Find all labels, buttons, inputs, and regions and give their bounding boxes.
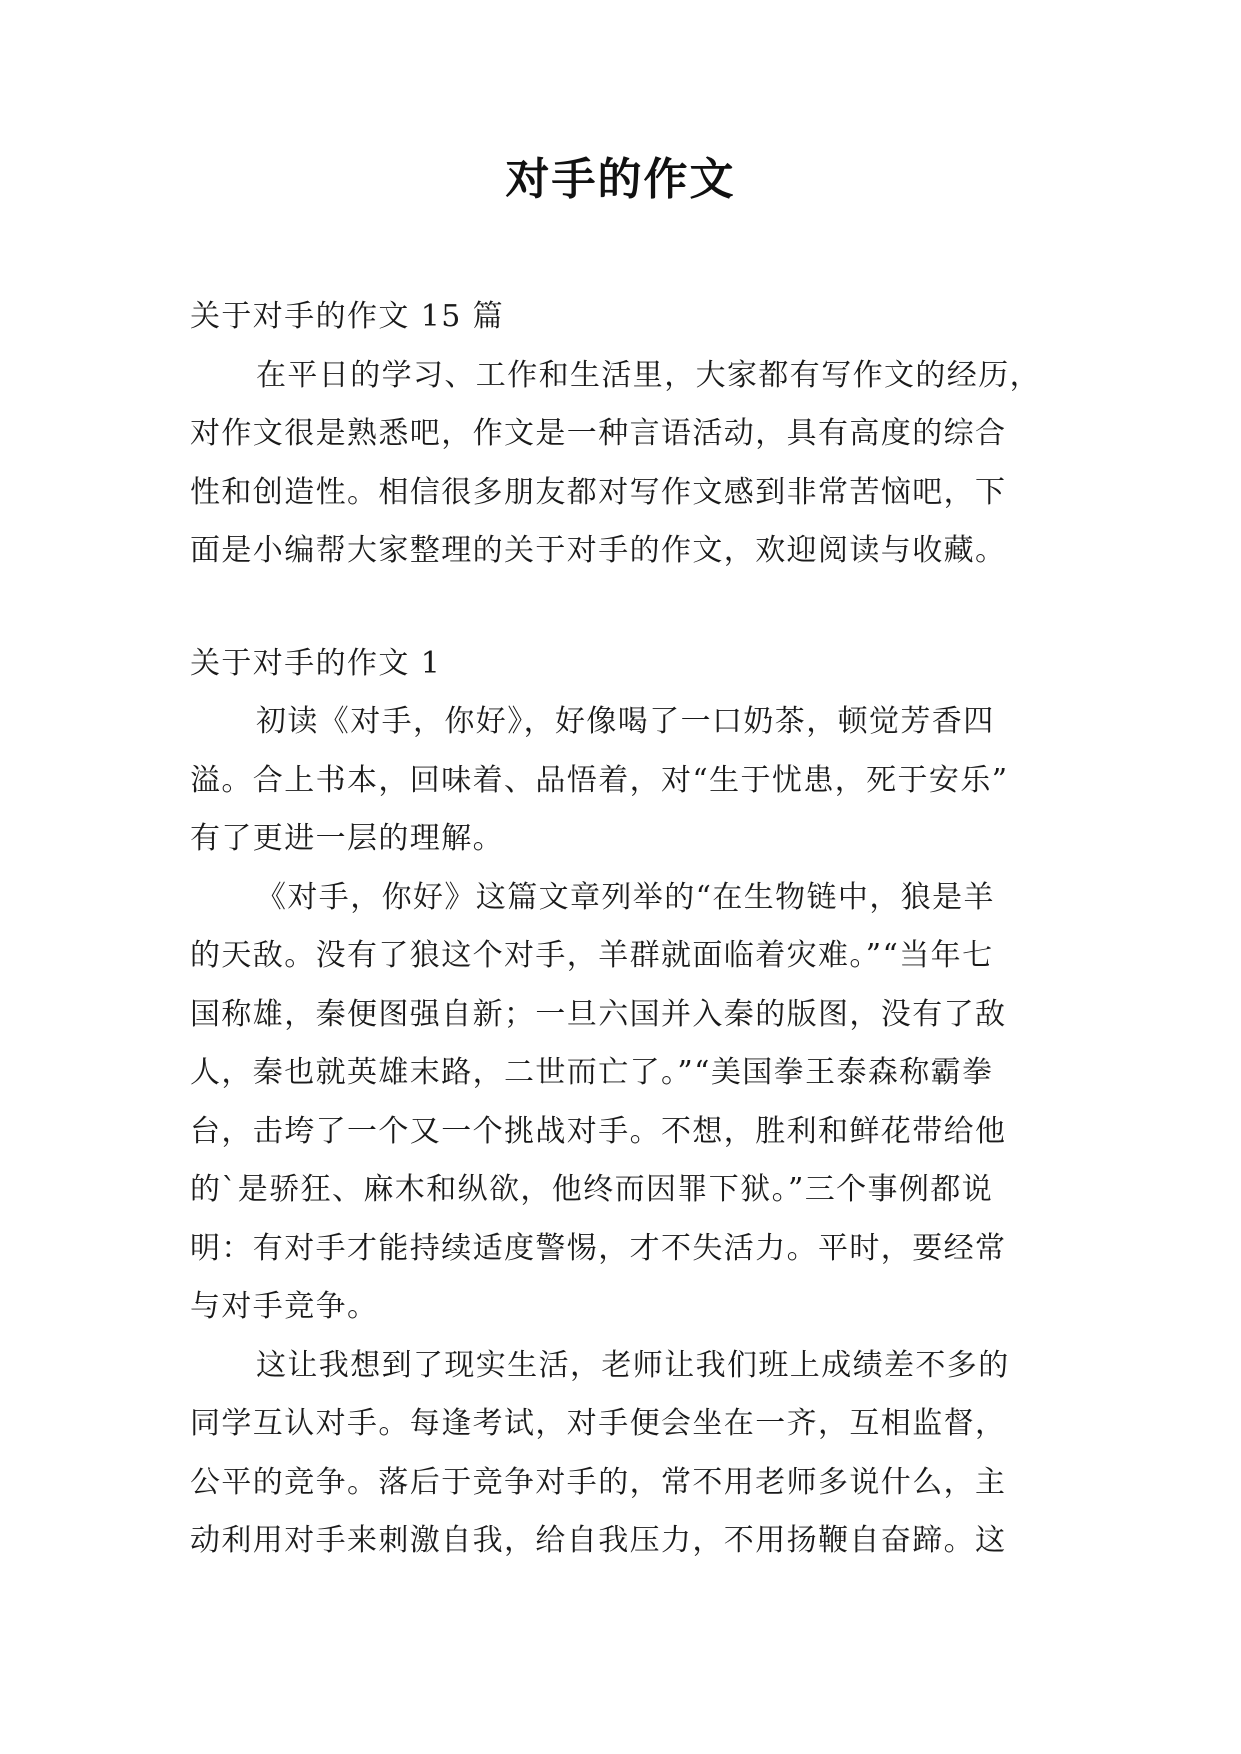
intro-line: 在平日的学习、工作和生活里，大家都有写作文的经历， <box>256 357 1041 393</box>
intro-line: 面是小编帮大家整理的关于对手的作文，欢迎阅读与收藏。 <box>190 533 1007 568</box>
paragraph-line: 有了更进一层的理解。 <box>190 821 504 856</box>
paragraph-line: 明：有对手才能持续适度警惕，才不失活力。平时，要经常 <box>190 1230 1007 1266</box>
paragraph-line: 公平的竞争。落后于竞争对手的，常不用老师多说什么，主 <box>190 1464 1007 1500</box>
document-title: 对手的作文 <box>505 154 736 205</box>
intro-line: 对作文很是熟悉吧，作文是一种言语活动，具有高度的综合 <box>190 416 1007 451</box>
paragraph-line: 与对手竞争。 <box>190 1289 379 1324</box>
paragraph-line: 台，击垮了一个又一个挑战对手。不想，胜利和鲜花带给他 <box>190 1113 1007 1149</box>
paragraph-line: 人，秦也就英雄末路，二世而亡了。”“美国拳王泰森称霸拳 <box>190 1055 994 1090</box>
paragraph-line: 这让我想到了现实生活，老师让我们班上成绩差不多的 <box>256 1347 1010 1383</box>
paragraph-line: 溢。合上书本，回味着、品悟着，对“生于忧患，死于安乐” <box>190 762 1009 798</box>
section-gap <box>190 581 1055 635</box>
document-body <box>190 288 1055 1571</box>
paragraph-line: 国称雄，秦便图强自新；一旦六国并入秦的版图，没有了敌 <box>190 996 1007 1032</box>
intro-heading: 关于对手的作文 15 篇 <box>190 299 505 334</box>
paragraph-line: 同学互认对手。每逢考试，对手便会坐在一齐，互相监督， <box>190 1406 1007 1441</box>
paragraph-line: 的天敌。没有了狼这个对手，羊群就面临着灾难。”“当年七 <box>190 938 994 973</box>
intro-line: 性和创造性。相信很多朋友都对写作文感到非常苦恼吧，下 <box>190 474 1007 510</box>
section-heading: 关于对手的作文 1 <box>190 645 442 681</box>
paragraph-line: 《对手，你好》这篇文章列举的“在生物链中，狼是羊 <box>256 879 995 915</box>
paragraph-line: 动利用对手来刺激自我，给自我压力，不用扬鞭自奋蹄。这 <box>190 1523 1007 1558</box>
paragraph-line: 初读《对手，你好》，好像喝了一口奶茶，顿觉芳香四 <box>256 704 995 739</box>
paragraph-line: 的`是骄狂、麻木和纵欲，他终而因罪下狱。”三个事例都说 <box>190 1172 994 1207</box>
